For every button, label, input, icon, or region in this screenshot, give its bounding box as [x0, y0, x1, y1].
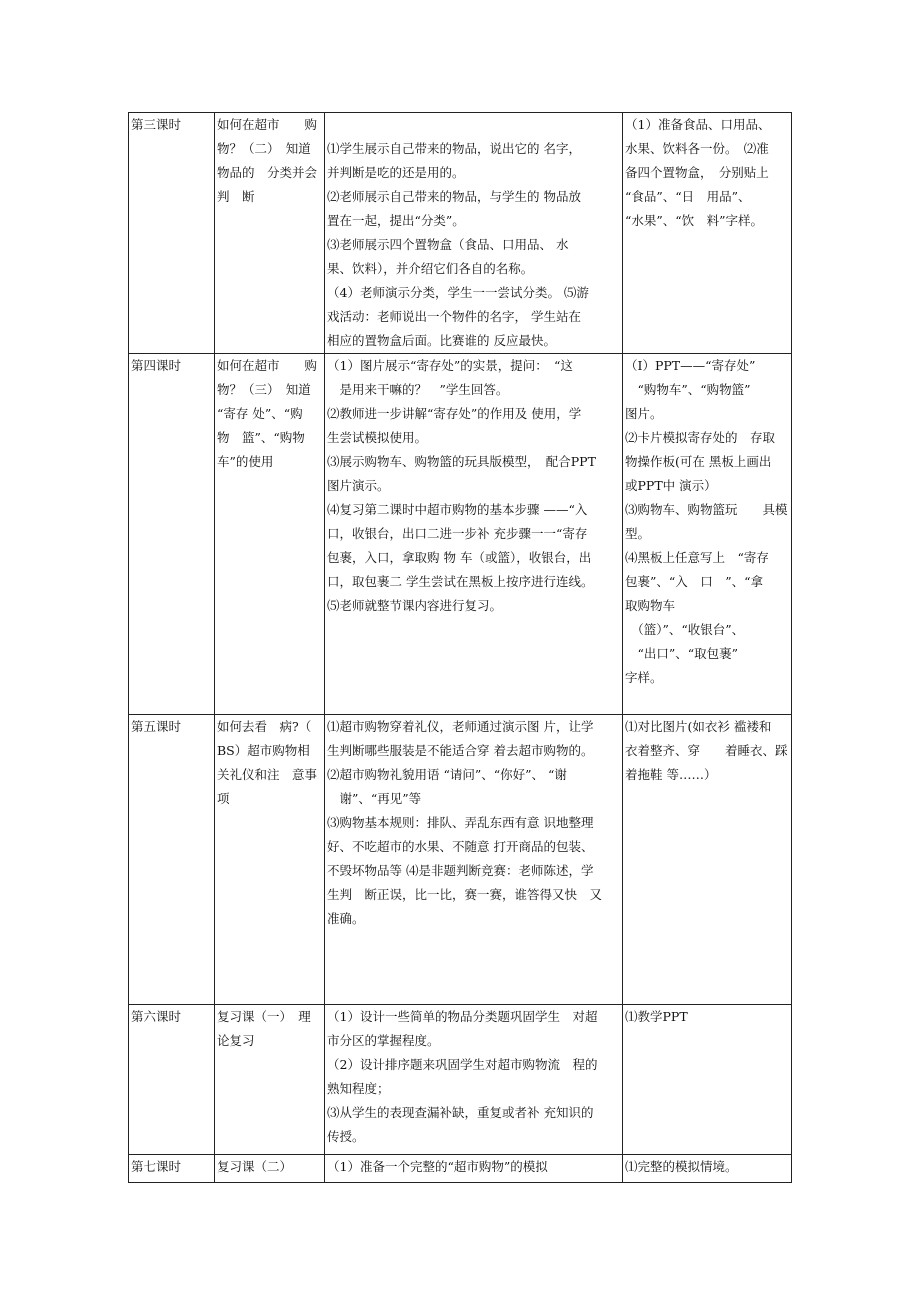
activity-line: ⑶展示购物车、购物篮的玩具版模型， 配合PPT	[327, 454, 596, 469]
activities-cell	[325, 1155, 623, 1183]
material-line: ⑴对比图片(如衣衫 褴褛和	[625, 719, 772, 734]
activity-line: ⑵超市购物礼貌用语 “请问”、“你好”、 “谢	[327, 767, 567, 782]
activity-line: ⑶购物基本规则：排队、弄乱东西有意 识地整理	[327, 815, 594, 830]
activity-line: ⑶老师展示四个置物盒（食品、口用品、 水	[327, 237, 569, 252]
material-line: （1）准备食品、口用品、	[625, 117, 771, 132]
material-line: ⑷黑板上任意写上 “寄存	[625, 550, 769, 565]
material-line: 取购物车	[625, 598, 676, 613]
period-cell	[129, 1005, 215, 1155]
material-line: 图片。	[625, 406, 663, 421]
period-label: 第四课时	[131, 358, 182, 373]
period-label: 第七课时	[131, 1159, 182, 1174]
topic-line: 车”的使用	[217, 454, 274, 469]
activity-line: 置在一起，提出“分类”。	[327, 213, 465, 228]
activity-line: 口，取包裹二 学生尝试在黑板上按序进行连线。	[327, 574, 594, 589]
period-label: 第五课时	[131, 719, 182, 734]
topic-line: BS）超市购物相	[217, 743, 310, 758]
activity-line: 不毁坏物品等 ⑷是非题判断竞赛：老师陈述，学	[327, 863, 594, 878]
activity-line: （2）设计排序题来巩固学生对超市购物流 程的	[327, 1057, 598, 1072]
materials-cell	[623, 1155, 792, 1183]
activity-line: 生判 断正误，比一比，赛一赛，谁答得又快 又	[327, 887, 603, 902]
material-line: 型。	[625, 526, 651, 541]
topic-line: 关礼仪和注 意事	[217, 767, 318, 782]
materials-cell	[623, 113, 792, 354]
activity-line: 生尝试模拟使用。	[327, 430, 428, 445]
activity-line: （1）设计一些简单的物品分类题巩固学生 对超	[327, 1009, 598, 1024]
material-line: 水果、饮料各一份。 ⑵准	[625, 141, 769, 156]
table-row	[129, 1155, 792, 1183]
activity-line: （1）准备一个完整的“超市购物”的模拟	[327, 1159, 548, 1174]
activity-line: 口，收银台，出口二进一步补 充步骤一一“寄存	[327, 526, 588, 541]
material-line: “食品”、“日 用品”、	[625, 189, 751, 204]
topic-cell	[215, 715, 325, 1005]
material-line: 物操作板(可在 黑板上画出	[625, 454, 772, 469]
activity-line: 并判断是吃的还是用的。	[327, 165, 465, 180]
activity-line: 果、饮料），并介绍它们各自的名称。	[327, 261, 534, 276]
material-line: 衣着整齐、穿 着睡衣、踩	[625, 743, 788, 758]
material-line: “出口”、“取包裹”	[625, 646, 739, 661]
activity-line: ⑵老师展示自己带来的物品，与学生的 物品放	[327, 189, 581, 204]
activity-line: （1）图片展示“寄存处”的实景，提问： “这	[327, 358, 573, 373]
period-cell	[129, 1155, 215, 1183]
activity-line: 准确。	[327, 911, 365, 926]
table-row	[129, 354, 792, 715]
activity-line: 图片演示。	[327, 478, 390, 493]
activity-line: 传授。	[327, 1129, 365, 1144]
topic-line: 判 断	[217, 189, 255, 204]
topic-line: 项	[217, 791, 230, 806]
lesson-plan-table	[128, 112, 792, 1183]
topic-cell	[215, 113, 325, 354]
topic-line: 如何去看 病?（	[217, 719, 312, 734]
material-line: 包裹”、“入 口 ”、“拿	[625, 574, 764, 589]
activity-line: 相应的置物盒后面。比赛谁的 反应最快。	[327, 333, 556, 348]
period-cell	[129, 715, 215, 1005]
materials-cell	[623, 354, 792, 715]
activity-line: 是用来干嘛的？ ”学生回答。	[327, 382, 509, 397]
activity-line: 好、不吃超市的水果、不随意 打开商品的包装、	[327, 839, 594, 854]
activity-line: 市分区的掌握程度。	[327, 1033, 440, 1048]
materials-cell	[623, 1005, 792, 1155]
table-row	[129, 113, 792, 354]
activity-line: ⑴学生展示自己带来的物品，说出它的 名字，	[327, 141, 581, 156]
topic-line: “寄存 处”、“购	[217, 406, 303, 421]
materials-cell	[623, 715, 792, 1005]
activities-cell	[325, 1005, 623, 1155]
period-cell	[129, 354, 215, 715]
material-line: ⑴完整的模拟情境。	[625, 1159, 738, 1174]
activities-cell	[325, 113, 623, 354]
activity-line: ⑶从学生的表现查漏补缺，重复或者补 充知识的	[327, 1105, 594, 1120]
material-line: “购物车”、“购物篮”	[625, 382, 751, 397]
activity-line: ⑴超市购物穿着礼仪，老师通过演示图 片，让学	[327, 719, 594, 734]
topic-line: 物 篮”、“购物	[217, 430, 305, 445]
material-line: （篮）”、“收银台”、	[625, 622, 745, 637]
topic-line: 复习课（一） 理	[217, 1009, 311, 1024]
material-line: “水果”、“饮 料”字样。	[625, 213, 764, 228]
material-line: 字样。	[625, 670, 663, 685]
activity-line: ⑵教师进一步讲解“寄存处”的作用及 使用，学	[327, 406, 582, 421]
period-cell	[129, 113, 215, 354]
topic-line: 论复习	[217, 1033, 255, 1048]
activity-line: 熟知程度；	[327, 1081, 390, 1096]
activity-line: 包裹，入口，拿取购 物 车（或篮），收银台，出	[327, 550, 592, 565]
material-line: 或PPT中 演示）	[625, 478, 717, 493]
topic-line: 复习课（二）	[217, 1159, 293, 1174]
material-line: ⑴教学PPT	[625, 1009, 688, 1024]
activities-cell	[325, 354, 623, 715]
activity-line: 谢”、“再见”等	[327, 791, 422, 806]
activity-line: 生判断哪些服装是不能适合穿 着去超市购物的。	[327, 743, 594, 758]
topic-line: 如何在超市 购	[217, 358, 318, 373]
material-line: 着拖鞋 等……）	[625, 767, 717, 782]
period-label: 第六课时	[131, 1009, 182, 1024]
activities-cell	[325, 715, 623, 1005]
activity-line: ⑸老师就整节课内容进行复习。	[327, 598, 503, 613]
table-row	[129, 1005, 792, 1155]
activity-line: 戏活动：老师说出一个物件的名字， 学生站在	[327, 309, 581, 324]
topic-cell	[215, 1005, 325, 1155]
material-line: 备四个置物盒， 分别贴上	[625, 165, 769, 180]
activity-line: ⑷复习第二课时中超市购物的基本步骤 ——“入	[327, 502, 588, 517]
topic-line: 如何在超市 购	[217, 117, 318, 132]
table-row	[129, 715, 792, 1005]
material-line: ⑶购物车、购物篮玩 具模	[625, 502, 788, 517]
topic-line: 物品的 分类并会	[217, 165, 318, 180]
activity-line: （4）老师演示分类，学生一一尝试分类。 ⑸游	[327, 285, 589, 300]
topic-cell	[215, 354, 325, 715]
topic-line: 物？（三） 知道	[217, 382, 311, 397]
period-label: 第三课时	[131, 117, 182, 132]
activity-line	[327, 113, 620, 137]
material-line: ⑵卡片模拟寄存处的 存取	[625, 430, 776, 445]
material-line: （I）PPT——“寄存处”	[625, 358, 756, 373]
topic-cell	[215, 1155, 325, 1183]
topic-line: 物？（二） 知道	[217, 141, 311, 156]
